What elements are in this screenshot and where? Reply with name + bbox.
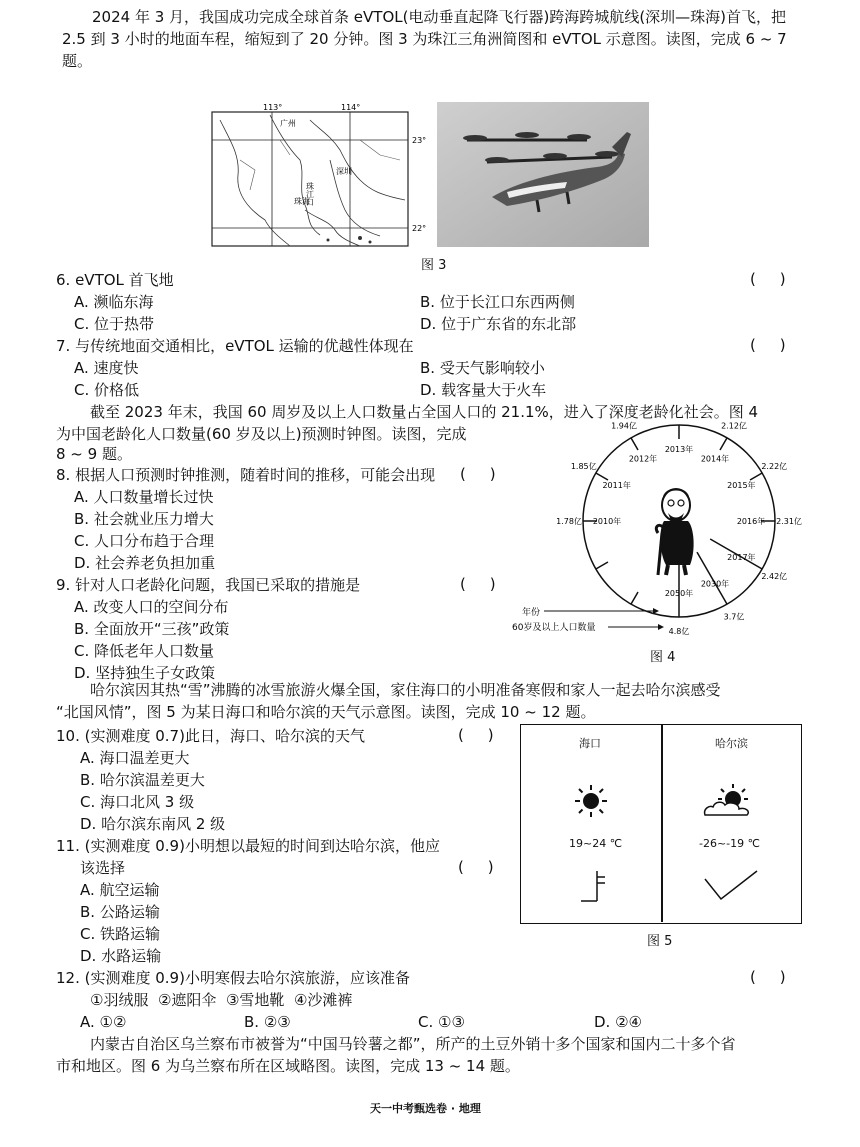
clock-year-label: 2014年 — [700, 454, 730, 464]
question-12-option-b[interactable]: B. ②③ — [244, 1013, 291, 1031]
clock-year-label: 2012年 — [628, 454, 658, 464]
page-footer: 天一中考甄选卷 · 地理 — [370, 1102, 481, 1115]
haikou-city-label: 海口 — [579, 737, 601, 750]
question-9-option-c[interactable]: C. 降低老年人口数量 — [74, 642, 215, 660]
question-6-option-c[interactable]: C. 位于热带 — [74, 315, 155, 333]
clock-value-label: 1.85亿 — [570, 462, 597, 471]
question-12-stem: 12. (实测难度 0.9)小明寒假去哈尔滨旅游，应该准备 — [56, 969, 410, 987]
figure-4-caption: 图 4 — [650, 650, 676, 665]
question-12-answer-bracket[interactable]: ( ) — [750, 968, 786, 986]
question-11-option-b[interactable]: B. 公路运输 — [80, 903, 160, 921]
clock-legend-population: 60岁及以上人口数量 — [512, 623, 596, 633]
clock-year-label: 2015年 — [727, 481, 756, 490]
question-8-option-d[interactable]: D. 社会养老负担加重 — [74, 554, 216, 572]
question-9-option-b[interactable]: B. 全面放开“三孩”政策 — [74, 620, 230, 638]
partly-cloudy-icon — [699, 781, 759, 821]
question-8-option-b[interactable]: B. 社会就业压力增大 — [74, 510, 214, 528]
guangzhou-label: 广州 — [280, 119, 296, 128]
question-9-answer-bracket[interactable]: ( ) — [460, 575, 496, 593]
clock-value-label: 1.94亿 — [611, 421, 637, 431]
sunny-icon — [573, 783, 609, 819]
pearl-river-delta-map — [210, 100, 435, 248]
intro-paragraph-4-line-1: 内蒙古自治区乌兰察布市被誉为“中国马铃薯之都”，所产的土豆外销十多个国家和国内二十多个省 — [90, 1035, 736, 1053]
question-11-stem-continued: 该选择 — [80, 859, 126, 877]
question-11-option-c[interactable]: C. 铁路运输 — [80, 925, 161, 943]
question-10-stem: 10. (实测难度 0.7)此日，海口、哈尔滨的天气 — [56, 727, 365, 745]
figure-3-caption: 图 3 — [421, 258, 447, 273]
question-12-items: ①羽绒服 ②遮阳伞 ③雪地靴 ④沙滩裤 — [90, 991, 353, 1009]
intro-paragraph-2-line-3: 8 ~ 9 题。 — [56, 445, 132, 463]
harbin-wind-icon — [701, 865, 761, 905]
question-8-stem: 8. 根据人口预测时钟推测，随着时间的推移，可能会出现 — [56, 466, 436, 484]
question-6-option-d[interactable]: D. 位于广东省的东北部 — [420, 315, 577, 333]
harbin-city-label: 哈尔滨 — [715, 737, 748, 750]
intro-paragraph-2-line-1: 截至 2023 年末，我国 60 周岁及以上人口数量占全国人口的 21.1%，进入了深度老龄化社会。图 4 — [90, 403, 759, 421]
question-8-option-c[interactable]: C. 人口分布趋于合理 — [74, 532, 215, 550]
question-11-option-d[interactable]: D. 水路运输 — [80, 947, 162, 965]
zhuhai-label: 珠海 — [294, 197, 310, 206]
intro-paragraph-1: 2024 年 3 月，我国成功完成全球首条 eVTOL(电动垂直起降飞行器)跨海跨城航线(深圳—珠海)首飞，把 2.5 到 3 小时的地面车程，缩短到了 20 分钟。图 3 为珠江三角洲简图和 eVTOL 示意图。读图，完成 6 ~ 7 题。 — [62, 8, 787, 70]
intro-paragraph-3-line-1: 哈尔滨因其热“雪”沸腾的冰雪旅游火爆全国，家住海口的小明准备寒假和家人一起去哈尔滨感受 — [90, 681, 721, 699]
clock-year-label: 2030年 — [700, 579, 730, 589]
question-6-option-b[interactable]: B. 位于长江口东西两侧 — [420, 293, 575, 311]
intro-paragraph-2-line-2: 为中国老龄化人口数量(60 岁及以上)预测时钟图。读图，完成 — [56, 425, 467, 443]
clock-year-label: 2050年 — [664, 589, 694, 598]
question-11-answer-bracket[interactable]: ( ) — [458, 858, 494, 876]
haikou-wind-icon — [575, 867, 615, 907]
question-10-answer-bracket[interactable]: ( ) — [458, 726, 494, 744]
question-10-option-a[interactable]: A. 海口温差更大 — [80, 749, 190, 767]
question-11-stem: 11. (实测难度 0.9)小明想以最短的时间到达哈尔滨，他应 — [56, 837, 440, 855]
clock-value-label: 1.78亿 — [556, 517, 582, 526]
question-10-option-c[interactable]: C. 海口北风 3 级 — [80, 793, 195, 811]
lon-113-label: 113° — [263, 103, 283, 112]
harbin-temperature: -26~-19 ℃ — [699, 837, 760, 850]
weather-comparison-panel — [520, 724, 802, 924]
question-10-option-b[interactable]: B. 哈尔滨温差更大 — [80, 771, 205, 789]
lon-114-label: 114° — [341, 103, 361, 112]
clock-value-label: 2.22亿 — [761, 462, 788, 471]
question-7-option-a[interactable]: A. 速度快 — [74, 359, 139, 377]
aging-population-clock-chart — [508, 415, 808, 643]
clock-legend-year: 年份 — [522, 608, 541, 618]
clock-value-label: 4.8亿 — [668, 627, 690, 636]
clock-year-label: 2011年 — [602, 481, 631, 490]
lat-22-label: 22° — [412, 224, 427, 233]
clock-value-label: 3.7亿 — [723, 612, 745, 622]
question-9-option-a[interactable]: A. 改变人口的空间分布 — [74, 598, 229, 616]
clock-value-label: 2.31亿 — [776, 517, 802, 526]
clock-value-label: 2.12亿 — [721, 421, 747, 431]
lat-23-label: 23° — [412, 136, 427, 145]
question-7-answer-bracket[interactable]: ( ) — [750, 336, 786, 354]
question-6-answer-bracket[interactable]: ( ) — [750, 270, 786, 288]
question-8-answer-bracket[interactable]: ( ) — [460, 465, 496, 483]
question-12-option-a[interactable]: A. ①② — [80, 1013, 127, 1031]
question-11-option-a[interactable]: A. 航空运输 — [80, 881, 160, 899]
question-6-stem: 6. eVTOL 首飞地 — [56, 271, 174, 289]
question-12-option-c[interactable]: C. ①③ — [418, 1013, 465, 1031]
clock-value-label: 2.42亿 — [761, 572, 788, 581]
question-7-stem: 7. 与传统地面交通相比，eVTOL 运输的优越性体现在 — [56, 337, 414, 355]
zhujiangkou-label: 珠江口 — [305, 182, 315, 206]
question-9-stem: 9. 针对人口老龄化问题，我国已采取的措施是 — [56, 576, 361, 594]
question-7-option-d[interactable]: D. 载客量大于火车 — [420, 381, 547, 399]
clock-year-label: 2016年 — [736, 517, 766, 526]
question-12-option-d[interactable]: D. ②④ — [594, 1013, 642, 1031]
clock-year-label: 2017年 — [727, 553, 756, 562]
question-7-option-b[interactable]: B. 受天气影响较小 — [420, 359, 545, 377]
clock-value-label — [666, 415, 692, 416]
intro-paragraph-4-line-2: 市和地区。图 6 为乌兰察布所在区域略图。读图，完成 13 ~ 14 题。 — [56, 1057, 520, 1075]
figure-5-caption: 图 5 — [647, 934, 673, 949]
evtol-photo — [437, 102, 649, 247]
question-6-option-a[interactable]: A. 濒临东海 — [74, 293, 154, 311]
clock-year-label: 2010年 — [592, 517, 622, 526]
haikou-temperature: 19~24 ℃ — [569, 837, 623, 850]
question-7-option-c[interactable]: C. 价格低 — [74, 381, 140, 399]
intro-paragraph-3-line-2: “北国风情”，图 5 为某日海口和哈尔滨的天气示意图。读图，完成 10 ~ 12 题。 — [56, 703, 596, 721]
question-10-option-d[interactable]: D. 哈尔滨东南风 2 级 — [80, 815, 226, 833]
clock-year-label: 2013年 — [664, 445, 694, 454]
question-8-option-a[interactable]: A. 人口数量增长过快 — [74, 488, 214, 506]
question-9-option-d[interactable]: D. 坚持独生子女政策 — [74, 664, 216, 682]
shenzhen-label: 深圳 — [336, 167, 352, 176]
